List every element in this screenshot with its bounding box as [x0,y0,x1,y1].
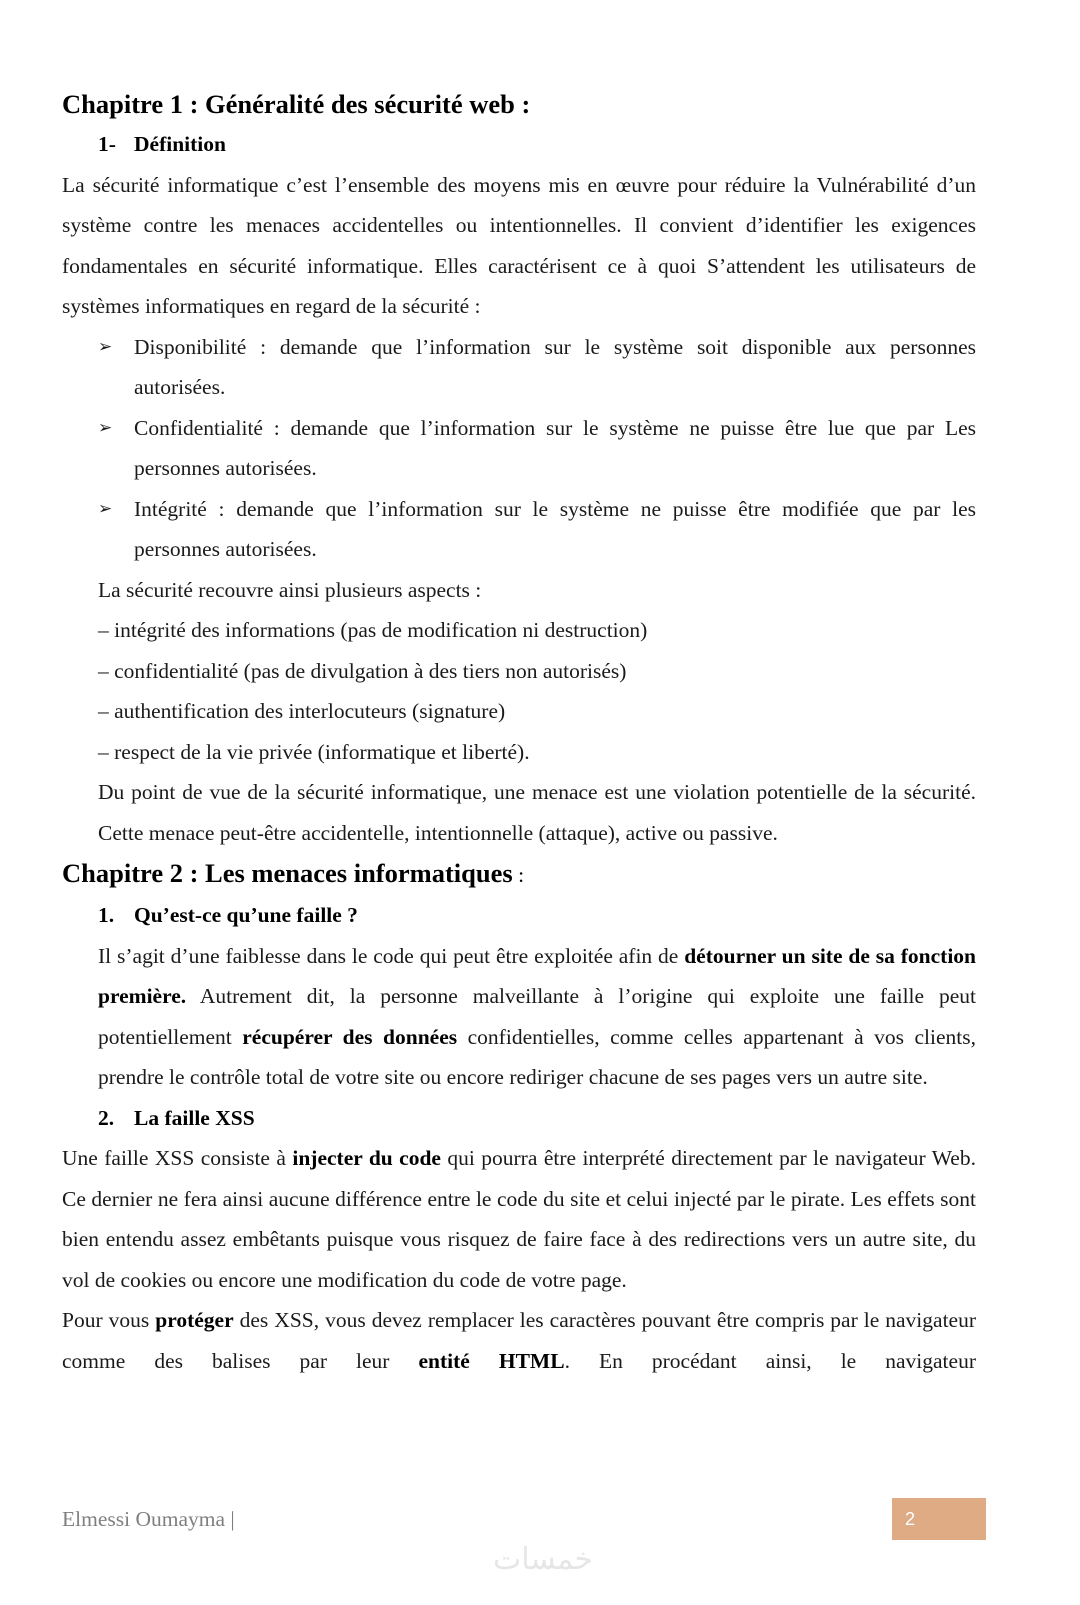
bold-text-run: protéger [155,1308,234,1332]
list-item-integrite [98,489,976,570]
aspect-item: – respect de la vie privée (informatique et liberté). [98,739,530,764]
list-item-disponibilite [98,327,976,408]
text-run: des XSS, vous devez remplacer les caractères pouvant être compris par le navigateur comme des balises par leur [62,1308,976,1373]
chapter-2-title-text: Chapitre 2 : Les menaces informatiques [62,858,513,888]
page-number-badge [892,1498,986,1540]
arrow-bullet-icon: ➢ [98,498,113,518]
section-faille-heading [98,895,976,936]
section-number: 1. [98,903,115,927]
list-item-confidentialite [98,408,976,489]
bold-text-run: injecter du code [292,1146,441,1170]
text-run: confidentielles, comme celles appartenant à vos clients, prendre le contrôle total de votre site ou encore rediriger chacune de ses pages vers un autre site. [98,1024,976,1089]
requirements-list [98,327,976,570]
section-xss-heading [98,1098,976,1139]
text-run: . En procédant ainsi, le navigateur [564,1348,976,1373]
footer-author: Elmessi Oumayma | [62,1507,235,1531]
aspect-item: – authentification des interlocuteurs (signature) [98,699,506,723]
section-title: La faille XSS [134,1105,255,1130]
chapter-1-title: Chapitre 1 : Généralité des sécurité web : [62,89,531,119]
page-content [62,84,976,1381]
bold-text-run: entité HTML [418,1348,565,1373]
list-item-text: Intégrité : demande que l’information sur le système ne puisse être modifiée que par les personnes autorisées. [134,496,976,561]
arrow-bullet-icon: ➢ [98,336,113,356]
aspect-item: – confidentialité (pas de divulgation à des tiers non autorisés) [98,658,627,683]
section-definition-heading [98,124,976,165]
chapter-2-title-suffix: : [512,863,525,887]
section-number: 2. [98,1105,115,1130]
section-title: Qu’est-ce qu’une faille ? [134,903,358,927]
bold-text-run: détourner un site de sa fonction première. [98,943,976,1008]
arrow-bullet-icon: ➢ [98,417,113,437]
faille-paragraph [98,936,976,1098]
chapter-2-title [62,853,976,895]
text-run: Pour vous [62,1308,156,1332]
section-title: Définition [134,132,226,156]
menace-paragraph: Du point de vue de la sécurité informatique, une menace est une violation potentielle de la sécurité. Cette menace peut-être accidentelle, intentionnelle (attaque), active ou passive. [98,780,976,845]
page-number: 2 [905,1509,916,1529]
xss-paragraph-2 [62,1300,976,1381]
list-item-text: Confidentialité : demande que l’information sur le système ne puisse être lue que par Les personnes autorisées. [134,415,976,480]
text-run: qui pourra être interprété directement par le navigateur Web. Ce dernier ne fera ainsi aucune différence entre le code du site et celui injecté par le pirate. Les effets sont bien entendu assez embêtants puisque vous risquez de faire face à des redirections vers un autre site, du vol de cookies ou encore une modification du code de votre page. [62,1146,976,1292]
aspect-item: – intégrité des informations (pas de modification ni destruction) [98,618,648,642]
text-run: Autrement dit, la personne malveillante à l’origine qui exploite une faille peut potentiellement [98,984,976,1049]
watermark-logo: خمسات [492,1542,594,1577]
bold-text-run: récupérer des données [242,1024,458,1049]
aspects-intro: La sécurité recouvre ainsi plusieurs aspects : [98,577,482,602]
text-run: Une faille XSS consiste à [62,1146,293,1170]
text-run: Il s’agit d’une faiblesse dans le code qui peut être exploitée afin de [98,943,685,968]
intro-paragraph: La sécurité informatique c’est l’ensemble des moyens mis en œuvre pour réduire la Vulnérabilité d’un système contre les menaces accidentelles ou intentionnelles. Il convient d’identifier les exigences fondamentales en sécurité informatique. Elles caractérisent ce à quoi S’attendent les utilisateurs de systèmes informatiques en regard de la sécurité : [62,172,976,318]
xss-paragraph-1 [62,1138,976,1300]
section-number: 1- [98,132,116,156]
list-item-text: Disponibilité : demande que l’information sur le système soit disponible aux personnes autorisées. [134,334,976,399]
